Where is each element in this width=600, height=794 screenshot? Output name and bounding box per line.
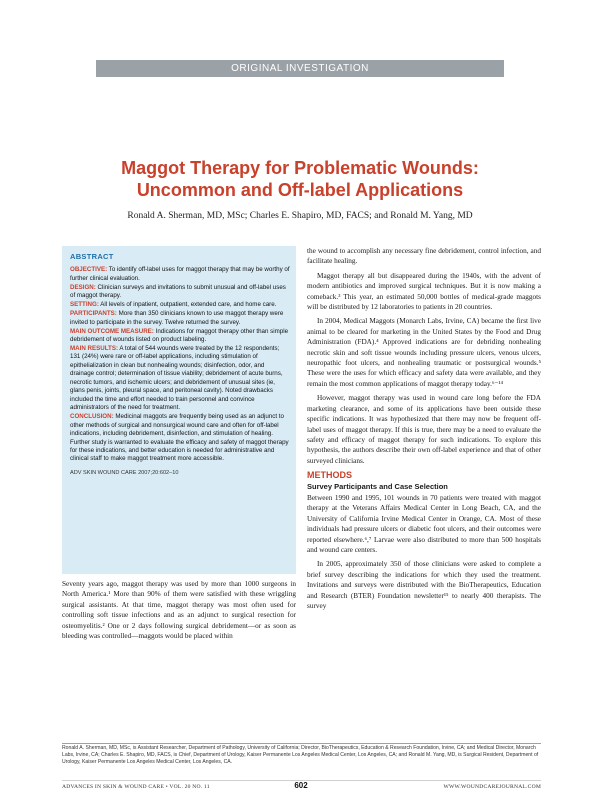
author-list: Ronald A. Sherman, MD, MSc; Charles E. Shapiro, MD, FACS; and Ronald M. Yang, MD [127,211,473,221]
journal-website: WWW.WOUNDCAREJOURNAL.COM [443,784,541,790]
title-line-1: Maggot Therapy for Problematic Wounds: [121,158,479,178]
abstract-participants: PARTICIPANTS: More than 350 clinicians known to use maggot therapy were invited to participate in the survey. Twelve returned the survey. [70,310,284,326]
intro-paragraph: Seventy years ago, maggot therapy was used by more than 1000 surgeons in North America.¹ More than 90% of them were satisfied with these wriggling surgical assistants. At that time, maggot therapy was most often used for controlling soft tissue infections and as an adjunct to surgical resection for osteomyelitis.² One or 2 days following surgical debridement—or as soon as bleeding was controlled—maggots would be placed within [62,580,296,641]
abstract-design: DESIGN: Clinician surveys and invitations to submit unusual and off-label uses of maggot therapy. [70,283,286,300]
body-paragraph: In 2004, Medical Maggots (Monarch Labs, Irvine, CA) became the first live animal to be cleared for marketing in the United States by the Food and Drug Administration (FDA).⁴ Approved indications are for debriding nonhealing necrotic skin and soft tissue wounds including pressure ulcers, venous ulcers, neuropathic foot ulcers, and nonhealing traumatic or postsurgical wounds.⁵ These were the uses for which efficacy and safety data were available, and they remain the most common applications of maggot therapy today.⁶⁻¹⁴ [307,317,541,388]
abstract-objective: OBJECTIVE: To identify off-label uses for maggot therapy that may be worthy of further clinical evaluation. [70,266,290,282]
title-line-2: Uncommon and Off-label Applications [136,180,464,200]
body-paragraph: Between 1990 and 1995, 101 wounds in 70 patients were treated with maggot therapy at the Veterans Affairs Medical Center in Long Beach, CA, and the University of California Irvine Medical Center in Orange, CA. Most of these individuals had pressure ulcers or diabetic foot ulcers, and their outcomes were reported elsewhere.⁶,⁷ Larvae were also distributed to more than 500 hospitals and wound care centers. [307,493,541,554]
abstract-box [62,246,296,574]
methods-heading: METHODS [307,470,352,481]
abstract-main-outcome: MAIN OUTCOME MEASURE: Indications for maggot therapy other than simple debridement of wounds listed on product labeling. [70,327,289,344]
abstract-citation: ADV SKIN WOUND CARE 2007;20:602–10 [70,469,179,476]
abstract-conclusion: CONCLUSION: Medicinal maggots are frequently being used as an adjunct to other methods of surgical and nonsurgical wound care and often for off-label indications, including debridement, disinfection, and stimulation of healing. Further study is warranted to evaluate the efficacy and safety of maggot therapy for these indications, and better education is needed for administrative and clinical staff to make maggot treatment more accessible. [70,413,289,463]
article-title [30,157,570,201]
section-label: ORIGINAL INVESTIGATION [231,63,369,74]
body-paragraph: However, maggot therapy was used in wound care long before the FDA marketing clearance, and some of its applications have been outside these specific indications. It was hypothesized that there may now be frequent off-label uses of maggot therapy. If this is true, there may be a need to evaluate the safety and efficacy of maggot therapy for such indications. To explore this hypothesis, the authors describe their own off-label experience and that of other surveyed clinicians. [307,394,541,465]
section-banner [96,60,504,77]
journal-name: ADVANCES IN SKIN & WOUND CARE • VOL. 20 NO. 11 [62,784,210,790]
abstract-setting: SETTING: All levels of inpatient, outpatient, extended care, and home care. [70,301,277,309]
abstract-heading: ABSTRACT [70,252,114,261]
abstract-main-results: MAIN RESULTS: A total of 544 wounds were treated by the 12 respondents; 131 (24%) were rare or off-label applications, including stimulation of epithelialization in clean but nonhealing wounds; disinfection, odor, and drainage control; determination of tissue viability; debridement of acute burns, necrotic tumors, and ischemic ulcers; and debridement of unusual sites (ie, glans penis, joints, pleural space, and peritoneal cavity). Noted drawbacks included the time and effort needed to train personnel and convince administrators of the need for treatment. [70,345,283,412]
body-paragraph: the wound to accomplish any necessary fine debridement, control infection, and facilitate healing. [307,247,541,266]
body-paragraph: In 2005, approximately 350 of those clinicians were asked to complete a brief survey describing the indications for which they used the treatment. Invitations and surveys were distributed with the BioTherapeutics, Education and Research (BTER) Foundation newsletter¹⁵ to nearly 400 therapists. The survey [307,560,541,610]
author-affiliations-footnote: Ronald A. Sherman, MD, MSc, is Assistant Researcher, Department of Pathology, University of California; Director, BioTherapeutics, Education & Research Foundation, Irvine, CA; and Medical Director, Monarch Labs, Irvine, CA; Charles E. Shapiro, MD, FACS, is Chief, Department of Urology, Kaiser Permanente Los Angeles Medical Center, Los Angeles, CA; and Ronald M. Yang, MD, is Surgical Resident, Department of Urology, Kaiser Permanente Los Angeles Medical Center, Los Angeles, CA. [62,745,539,765]
page-number: 602 [294,781,308,790]
footnote-divider [62,743,541,744]
right-column [307,246,541,615]
body-paragraph: Maggot therapy all but disappeared during the 1940s, with the advent of modern antibiotics and improved surgical techniques. But it is now making a comeback.³ This year, an estimated 50,000 bottles of medical-grade maggots will be distributed by 12 laboratories to patients in 20 countries. [307,271,541,312]
methods-subheading: Survey Participants and Case Selection [307,481,448,491]
